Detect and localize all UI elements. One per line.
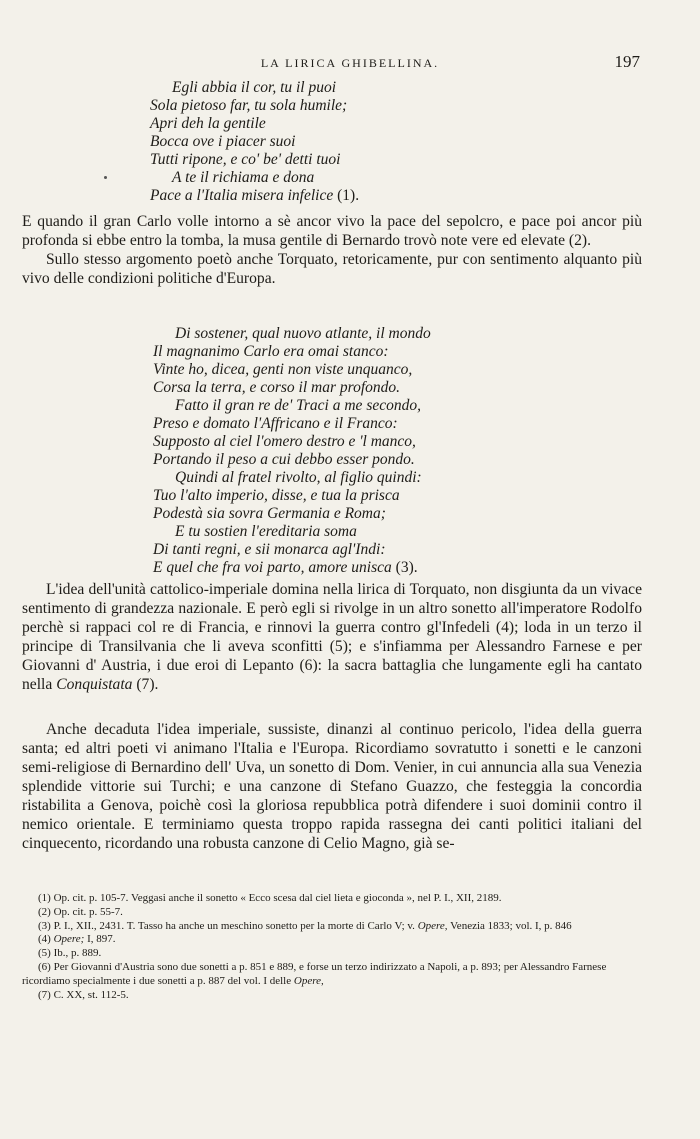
page-header — [0, 52, 700, 76]
verse-line-text: A te il richiama e dona — [172, 169, 315, 186]
verse-sonnet — [153, 325, 431, 577]
footnote-5: (5) Ib., p. 889. — [38, 947, 102, 960]
footnote-3-text-a: (3) P. I., XII., 2431. T. Tasso ha anche un meschino sonetto per la morte di Carlo V; v. — [38, 919, 418, 932]
verse-line-text: Pace a l'Italia misera infelice — [150, 187, 334, 204]
verse-line-text: Di sostener, qual nuovo atlante, il mondo — [175, 325, 431, 342]
footnote-3 — [22, 920, 642, 934]
page-number: 197 — [614, 52, 640, 71]
verse-line — [153, 469, 431, 487]
verse-line-text: E quel che fra voi parto, amore unisca — [153, 559, 392, 576]
verse-line — [153, 505, 431, 523]
verse-line — [150, 115, 359, 133]
paragraph-3 — [22, 720, 642, 853]
verse-line-text: Portando il peso a cui debbo esser pondo. — [153, 451, 415, 468]
verse-line — [153, 415, 431, 433]
verse-line — [150, 187, 359, 205]
verse-line — [150, 79, 359, 97]
footnote-6-italic: Opere, — [293, 974, 324, 987]
verse-line-text: Podestà sia sovra Germania e Roma; — [153, 505, 386, 522]
verse-line — [153, 325, 431, 343]
verse-line-text: Corsa la terra, e corso il mar profondo. — [153, 379, 401, 396]
ink-dot — [104, 176, 107, 179]
verse-line — [153, 433, 431, 451]
paragraph-1 — [22, 212, 642, 288]
running-title: LA LIRICA GHIBELLINA. — [260, 56, 440, 70]
verse-line-text: E tu sostien l'ereditaria soma — [175, 523, 357, 540]
verse-line-text: Quindi al fratel rivolto, al figlio quindi: — [175, 469, 422, 486]
footnote-7: (7) C. XX, st. 112-5. — [38, 988, 129, 1001]
verse-line-text: Apri deh la gentile — [150, 115, 266, 132]
verse-line — [153, 397, 431, 415]
verse-line — [150, 133, 359, 151]
footnote-2: (2) Op. cit. p. 55-7. — [38, 905, 123, 918]
verse-line-text: Il magnanimo Carlo era omai stanco: — [153, 343, 389, 360]
footnote-4-italic: Opere; — [53, 933, 85, 946]
footnotes — [22, 892, 642, 1002]
paragraph-2 — [22, 580, 642, 694]
verse-line — [153, 343, 431, 361]
verse-line — [150, 151, 359, 169]
footnote-4-text-b: I, 897. — [84, 933, 116, 946]
footnote-6-text: (6) Per Giovanni d'Austria sono due sonetti a p. 851 e 889, e forse un terzo indirizzato a Napoli, a p. 893; per Alessandro Farnese ricordiamo specialmente i due sonetti a p. 887 del vol. I delle — [22, 960, 607, 987]
verse-line-text: Supposto al ciel l'omero destro e 'l manco, — [153, 433, 416, 450]
verse-line — [153, 361, 431, 379]
paragraph-1-sentence-2: Sullo stesso argomento poetò anche Torquato, retoricamente, pur con sentimento alquanto più vivo delle condizioni politiche d'Europa. — [22, 251, 642, 287]
paragraph-2-text: L'idea dell'unità cattolico-imperiale domina nella lirica di Torquato, non disgiunta da un vivace sentimento di grandezza nazionale. E però egli si rivolge in un altro sonetto all'imperatore Rodolfo perchè si rappaci col re di Francia, e rinnovi la guerra contro gl'Infedeli (4); loda in un terzo il principe di Transilvania che li aveva sconfitti (5); e s'infiamma per Alessandro Farnese e per Giovanni d' Austria, i due eroi di Lepanto (6): la sacra battaglia che lungamente egli ha cantato nella — [22, 581, 642, 693]
verse-line — [150, 97, 359, 115]
paragraph-1-sentence-1: E quando il gran Carlo volle intorno a sè ancor vivo la pace del sepolcro, e pace poi ancor più profonda si ebbe entro la tomba, la musa gentile di Bernardo trovò note vere ed elevate (2). — [22, 213, 642, 249]
verse-stanza-1 — [150, 79, 359, 205]
verse-line — [153, 541, 431, 559]
verse-line-text: Tutti ripone, e co' be' detti tuoi — [150, 151, 341, 168]
verse-line-text: Vinte ho, dicea, genti non viste unquanco, — [153, 361, 413, 378]
verse-line — [153, 487, 431, 505]
verse-line-text: Di tanti regni, e sii monarca agl'Indi: — [153, 541, 386, 558]
footnote-4-text-a: (4) — [38, 933, 54, 946]
footnote-3-italic: Opere, — [417, 919, 448, 932]
paragraph-2-ref: (7). — [132, 676, 159, 693]
verse-line — [153, 451, 431, 469]
paragraph-3-text: Anche decaduta l'idea imperiale, sussiste, dinanzi al continuo pericolo, l'idea della guerra santa; ed altri poeti vi animano l'Italia e l'Europa. Ricordiamo sovratutto i sonetti e le canzoni semi-religiose di Bernardino dell' Uva, un sonetto di Dom. Venier, in cui annuncia alla sua Venezia splendide vittorie sui Turchi; e una canzone di Stefano Guazzo, che festeggia la concordia ristabilita a Genova, poichè così la gloriosa repubblica potrà difendere i suoi dominii contro il nemico orientale. E terminiamo questa troppo rapida rassegna dei canti politici italiani del cinquecento, ricordando una robusta canzone di Celio Magno, già se- — [22, 721, 642, 852]
verse-line — [153, 559, 431, 577]
verse-line-text: Fatto il gran re de' Traci a me secondo, — [175, 397, 421, 414]
footnote-1: (1) Op. cit. p. 105-7. Veggasi anche il sonetto « Ecco scesa dal ciel lieta e gioconda », nel P. I., XII, 2189. — [38, 892, 502, 904]
verse-line — [153, 523, 431, 541]
verse-line-text: Egli abbia il cor, tu il puoi — [172, 79, 337, 96]
footnote-6 — [22, 961, 642, 989]
verse-line — [150, 169, 359, 187]
footnote-ref: (1). — [333, 187, 360, 204]
paragraph-2-italic-title: Conquistata — [56, 676, 133, 693]
footnote-ref: (3). — [391, 559, 418, 576]
footnote-4 — [22, 933, 642, 947]
verse-line-text: Bocca ove i piacer suoi — [150, 133, 296, 150]
verse-line-text: Sola pietoso far, tu sola humile; — [150, 97, 348, 114]
verse-line-text: Preso e domato l'Affricano e il Franco: — [153, 415, 398, 432]
verse-line-text: Tuo l'alto imperio, disse, e tua la prisca — [153, 487, 400, 504]
verse-line — [153, 379, 431, 397]
footnote-3-text-b: Venezia 1833; vol. I, p. 846 — [447, 919, 572, 932]
